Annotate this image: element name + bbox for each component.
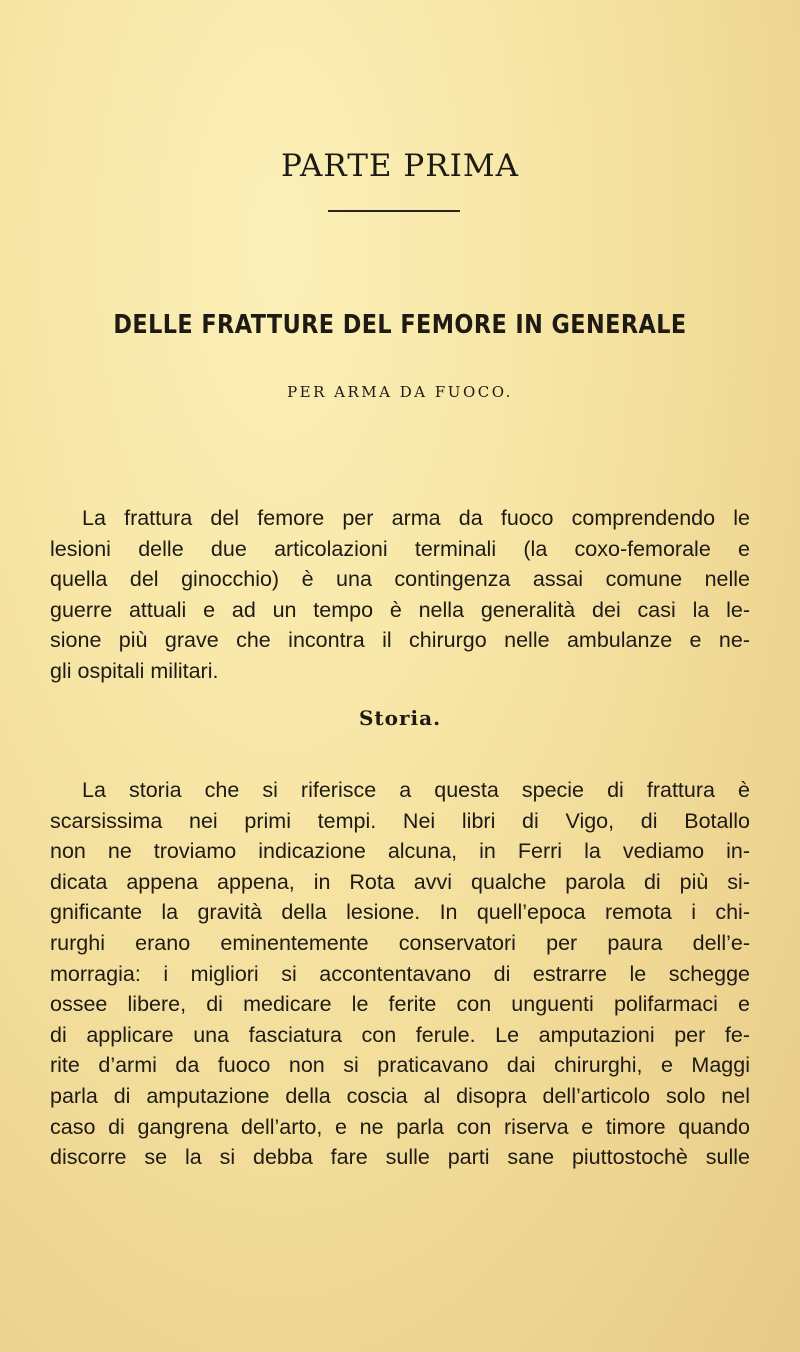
text-line: parla di amputazione della coscia al disopra dell’articolo solo nel xyxy=(50,1083,750,1108)
text-line: quella del ginocchio) è una contingenza assai comune nelle xyxy=(50,567,750,592)
text-line: ossee libere, di medicare le ferite con unguenti polifarmaci e xyxy=(50,992,750,1017)
part-title: PARTE PRIMA xyxy=(281,148,519,184)
text-line: scarsissima nei primi tempi. Nei libri di Vigo, di Botallo xyxy=(50,808,750,833)
text-line: non ne troviamo indicazione alcuna, in Ferri la vediamo in- xyxy=(50,839,750,864)
text-line: sione più grave che incontra il chirurgo nelle ambulanze e ne- xyxy=(50,628,750,653)
text-line: gnificante la gravità della lesione. In quell’epoca remota i chi- xyxy=(50,900,750,925)
text-line: rite d’armi da fuoco non si praticavano dai chirurghi, e Maggi xyxy=(50,1053,750,1078)
text-line: lesioni delle due articolazioni terminali (la coxo-femorale e xyxy=(50,536,750,561)
text-line: La storia che si riferisce a questa specie di frattura è xyxy=(82,778,750,802)
text-line: morragia: i migliori si accontentavano di estrarre le schegge xyxy=(50,961,750,986)
text-line: discorre se la si debba fare sulle parti sane piuttostochè sulle xyxy=(50,1145,750,1170)
text-line: guerre attuali e ad un tempo è nella generalità dei casi la le- xyxy=(50,597,750,622)
chapter-title: DELLE FRATTURE DEL FEMORE IN GENERALE xyxy=(113,310,687,340)
text-line: dicata appena appena, in Rota avvi qualche parola di più si- xyxy=(50,869,750,894)
title-divider xyxy=(328,210,460,212)
text-line: di applicare una fasciatura con ferule. Le amputazioni per fe- xyxy=(50,1022,750,1047)
text-line: La frattura del femore per arma da fuoco comprendendo le xyxy=(82,506,750,530)
intro-paragraph xyxy=(50,503,750,687)
text-line: rurghi erano eminentemente conservatori per paura dell’e- xyxy=(50,930,750,955)
text-line: caso di gangrena dell’arto, e ne parla con riserva e timore quando xyxy=(50,1114,750,1139)
section-heading-storia: Storia. xyxy=(358,706,442,730)
text-line: gli ospitali militari. xyxy=(50,658,219,683)
storia-paragraph xyxy=(50,775,750,1173)
chapter-subtitle: PER ARMA DA FUOCO. xyxy=(287,383,513,401)
